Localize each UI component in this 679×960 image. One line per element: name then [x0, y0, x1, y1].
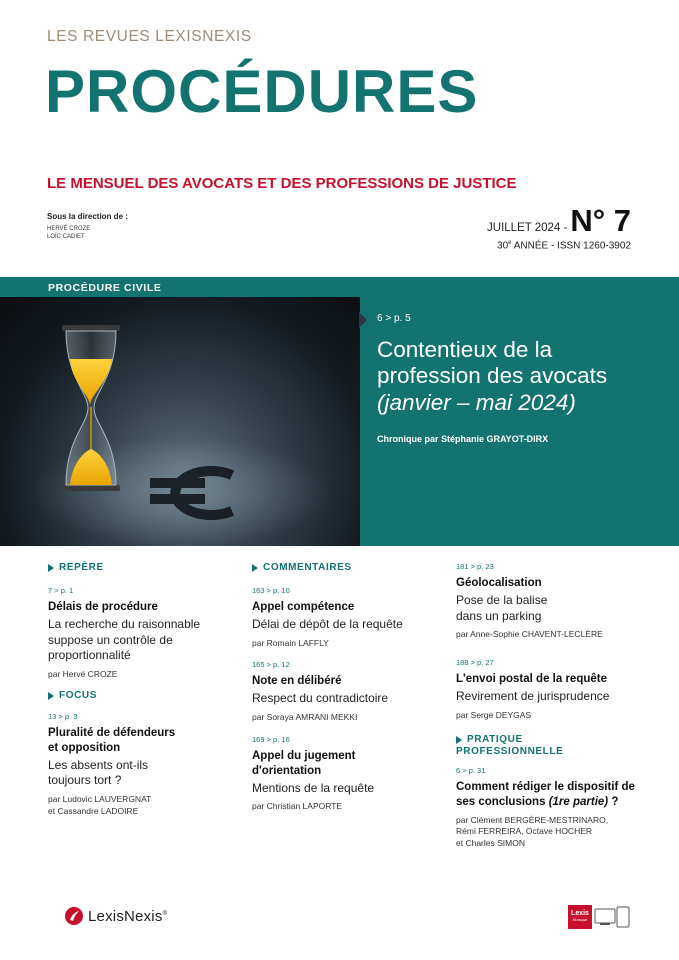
feature-author: Chronique par Stéphanie GRAYOT-DIRX: [377, 434, 549, 444]
issue-issn: ANNÉE - ISSN 1260-3902: [511, 240, 631, 252]
article-subtitle: Délai de dépôt de la requête: [252, 616, 403, 631]
article-author: par Romain LAFFLY: [252, 637, 329, 648]
feature-pointer: [359, 312, 367, 328]
article-heading: Appel du jugement d'orientation: [252, 750, 356, 777]
article-ref: 165 > p. 12: [252, 660, 290, 669]
toc-item[interactable]: [456, 766, 656, 849]
section-heading-repere: [48, 562, 104, 574]
article-ref: 188 > p. 27: [456, 658, 494, 667]
article-author: par Soraya AMRANI MEKKI: [252, 711, 358, 722]
triangle-icon: [252, 564, 258, 572]
toc-item[interactable]: [48, 586, 248, 680]
journal-tagline: LE MENSUEL DES AVOCATS ET DES PROFESSIONS DE JUSTICE: [47, 175, 517, 192]
heading-italic: (1re partie): [548, 795, 609, 808]
feature-article[interactable]: [360, 297, 679, 546]
triangle-icon: [48, 564, 54, 572]
triangle-icon: [48, 692, 54, 700]
section-heading-commentaires: [252, 562, 352, 574]
author-line: et Charles SIMON: [456, 837, 525, 848]
feature-title-period: (janvier – mai 2024): [377, 389, 576, 415]
badge-text: Kiosque: [572, 917, 588, 922]
section-band: [0, 277, 679, 297]
article-ref: 6 > p. 31: [456, 766, 486, 775]
series-name: LES REVUES LEXISNEXIS: [47, 28, 252, 45]
article-ref: 13 > p. 3: [48, 712, 78, 721]
issue-year: 30: [497, 240, 509, 252]
toc-item[interactable]: [252, 735, 452, 813]
section-title: PROFESSIONNELLE: [456, 745, 564, 757]
issue-date: JUILLET 2024 -: [487, 222, 568, 234]
article-author: par Christian LAPORTE: [252, 801, 343, 812]
toc-item[interactable]: [252, 586, 452, 649]
feature-title: [377, 337, 607, 416]
section-title: PRATIQUE: [467, 734, 523, 745]
heading-text: Comment rédiger le dispositif de ses conclusions: [456, 781, 635, 808]
article-ref: 7 > p. 1: [48, 586, 74, 595]
author-line: Rémi FERREIRA, Octave HOCHER: [456, 826, 593, 837]
article-author: par Serge DEYGAS: [456, 709, 532, 720]
article-subtitle: Pose de la balise dans un parking: [456, 592, 548, 623]
author-line: et Cassandre LADOIRE: [48, 805, 139, 816]
direction-label: Sous la direction de :: [47, 212, 128, 221]
article-author: par Anne-Sophie CHAVENT-LECLÈRE: [456, 629, 603, 640]
feature-title-line: Contentieux de la: [377, 337, 553, 362]
issue-meta: [487, 240, 631, 251]
toc-item[interactable]: [48, 712, 248, 817]
toc-item[interactable]: [456, 562, 656, 641]
triangle-icon: [456, 736, 462, 744]
article-heading: Pluralité de défendeurs et opposition: [48, 727, 176, 754]
article-subtitle: Respect du contradictoire: [252, 690, 389, 705]
publisher-name-text: LexisNexis: [88, 907, 163, 925]
issue-year-suffix: e: [508, 240, 512, 246]
lexis-kiosque-badge: [568, 905, 592, 929]
editorial-direction: [47, 212, 128, 241]
article-heading: Appel compétence: [252, 601, 355, 613]
article-subtitle: Revirement de jurisprudence: [456, 688, 610, 703]
feature-title-line: profession des avocats: [377, 363, 608, 389]
toc-item[interactable]: [252, 660, 452, 723]
article-ref: 181 > p. 23: [456, 562, 494, 571]
issue-info: [487, 205, 631, 251]
journal-title: PROCÉDURES: [45, 58, 479, 125]
article-author: [48, 794, 248, 817]
article-author: [456, 815, 656, 849]
article-heading: L'envoi postal de la requête: [456, 673, 607, 685]
issue-number: N° 7: [570, 203, 631, 238]
article-subtitle: Les absents ont-ils toujours tort ?: [48, 757, 149, 788]
section-title: COMMENTAIRES: [263, 562, 352, 573]
article-author: par Hervé CROZE: [48, 668, 118, 679]
article-heading: Délais de procédure: [48, 601, 158, 613]
article-heading: Note en délibéré: [252, 675, 342, 687]
section-heading-pratique: [456, 734, 563, 757]
director-name: HERVÉ CROZE: [47, 226, 91, 232]
article-heading: [456, 780, 651, 810]
article-subtitle: La recherche du raisonnable suppose un contrôle de proportionnalité: [48, 616, 201, 663]
author-line: par Clément BERGÈRE-MESTRINARO,: [456, 814, 609, 825]
trademark-mark: ®: [162, 910, 168, 917]
author-line: par Ludovic LAUVERGNAT: [48, 794, 152, 805]
publisher-logo: [64, 906, 167, 926]
hourglass-illustration: [0, 297, 360, 546]
toc-item[interactable]: [456, 658, 656, 721]
lexisnexis-mark-icon: [64, 906, 84, 926]
hourglass-photo: [0, 297, 360, 546]
section-heading-focus: [48, 690, 97, 702]
section-title: REPÈRE: [59, 562, 104, 573]
publisher-name: [88, 908, 167, 925]
section-title: FOCUS: [59, 690, 97, 701]
hourglass-icon: [62, 325, 120, 491]
director-name: LOÏC CADIET: [47, 234, 85, 241]
section-label: PROCÉDURE CIVILE: [48, 282, 162, 294]
article-subtitle: Mentions de la requête: [252, 780, 375, 795]
devices-icon: [594, 906, 632, 930]
badge-text: Lexis: [571, 910, 589, 917]
feature-ref: 6 > p. 5: [377, 313, 411, 324]
article-heading: Géolocalisation: [456, 577, 542, 589]
article-ref: 163 > p. 10: [252, 586, 290, 595]
heading-text: ?: [608, 795, 619, 808]
article-ref: 169 > p. 16: [252, 735, 290, 744]
